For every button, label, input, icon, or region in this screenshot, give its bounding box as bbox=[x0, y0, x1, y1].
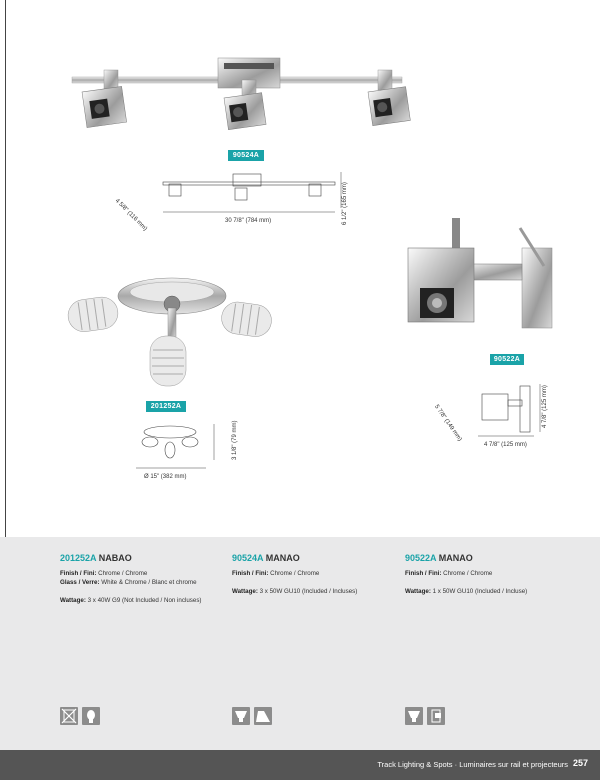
dimension-drawing-201252A bbox=[130, 420, 226, 476]
finish-line: Finish / Fini: Chrome / Chrome bbox=[405, 570, 493, 577]
spec-column-201252A bbox=[60, 553, 230, 605]
spot-direction-icon bbox=[254, 707, 272, 725]
product-tag-201252A: 201252A bbox=[146, 401, 186, 412]
dim-diameter-201252A: Ø 15" (382 mm) bbox=[144, 474, 187, 480]
dim-height-201252A: 3 1/8" (79 mm) bbox=[232, 420, 238, 460]
dim-depth-90522A: 5 7/8" (149 mm) bbox=[433, 404, 463, 443]
gu10-bulb-icon bbox=[232, 707, 250, 725]
wattage-line: Wattage: 3 x 50W GU10 (Included / Incluses) bbox=[232, 588, 358, 595]
spec-title: 90522A MANAO bbox=[405, 553, 473, 563]
product-tag-90522A: 90522A bbox=[490, 354, 524, 365]
wattage-line: Wattage: 1 x 50W GU10 (Included / Incluse) bbox=[405, 588, 528, 595]
product-image-201252A bbox=[60, 270, 280, 390]
g9-bulb-icon bbox=[82, 707, 100, 725]
wattage-line: Wattage: 3 x 40W G9 (Not Included / Non incluses) bbox=[60, 597, 202, 604]
dim-height-90524A: 6 1/2" (165 mm) bbox=[342, 182, 348, 225]
spec-column-90524A bbox=[232, 553, 402, 596]
left-rule bbox=[5, 0, 6, 537]
dimension-drawing-90522A bbox=[462, 376, 552, 442]
product-tag-90524A: 90524A bbox=[228, 150, 264, 161]
product-image-90524A bbox=[60, 48, 420, 144]
dimension-drawing-90524A bbox=[155, 168, 345, 220]
finish-line: Finish / Fini: Chrome / Chrome bbox=[60, 570, 148, 577]
wall-mount-icon bbox=[427, 707, 445, 725]
footer-text: Track Lighting & Spots · Luminaires sur rail et projecteurs bbox=[377, 760, 568, 769]
gu10-bulb-icon bbox=[405, 707, 423, 725]
product-image-90522A bbox=[404, 218, 574, 344]
spec-title: 201252A NABAO bbox=[60, 553, 132, 563]
dim-height-90522A: 4 7/8" (125 mm) bbox=[542, 385, 548, 428]
spec-column-90522A bbox=[405, 553, 575, 596]
dim-depth-90524A: 4 5/8" (116 mm) bbox=[113, 198, 148, 233]
glass-line: Glass / Verre: White & Chrome / Blanc et chrome bbox=[60, 579, 197, 586]
dim-width-90524A: 30 7/8" (784 mm) bbox=[225, 218, 272, 224]
footer-bar bbox=[0, 750, 600, 780]
spec-title: 90524A MANAO bbox=[232, 553, 300, 563]
finish-line: Finish / Fini: Chrome / Chrome bbox=[232, 570, 320, 577]
no-dimmer-icon bbox=[60, 707, 78, 725]
dim-width-90522A: 4 7/8" (125 mm) bbox=[484, 442, 527, 448]
page-number: 257 bbox=[572, 758, 588, 768]
